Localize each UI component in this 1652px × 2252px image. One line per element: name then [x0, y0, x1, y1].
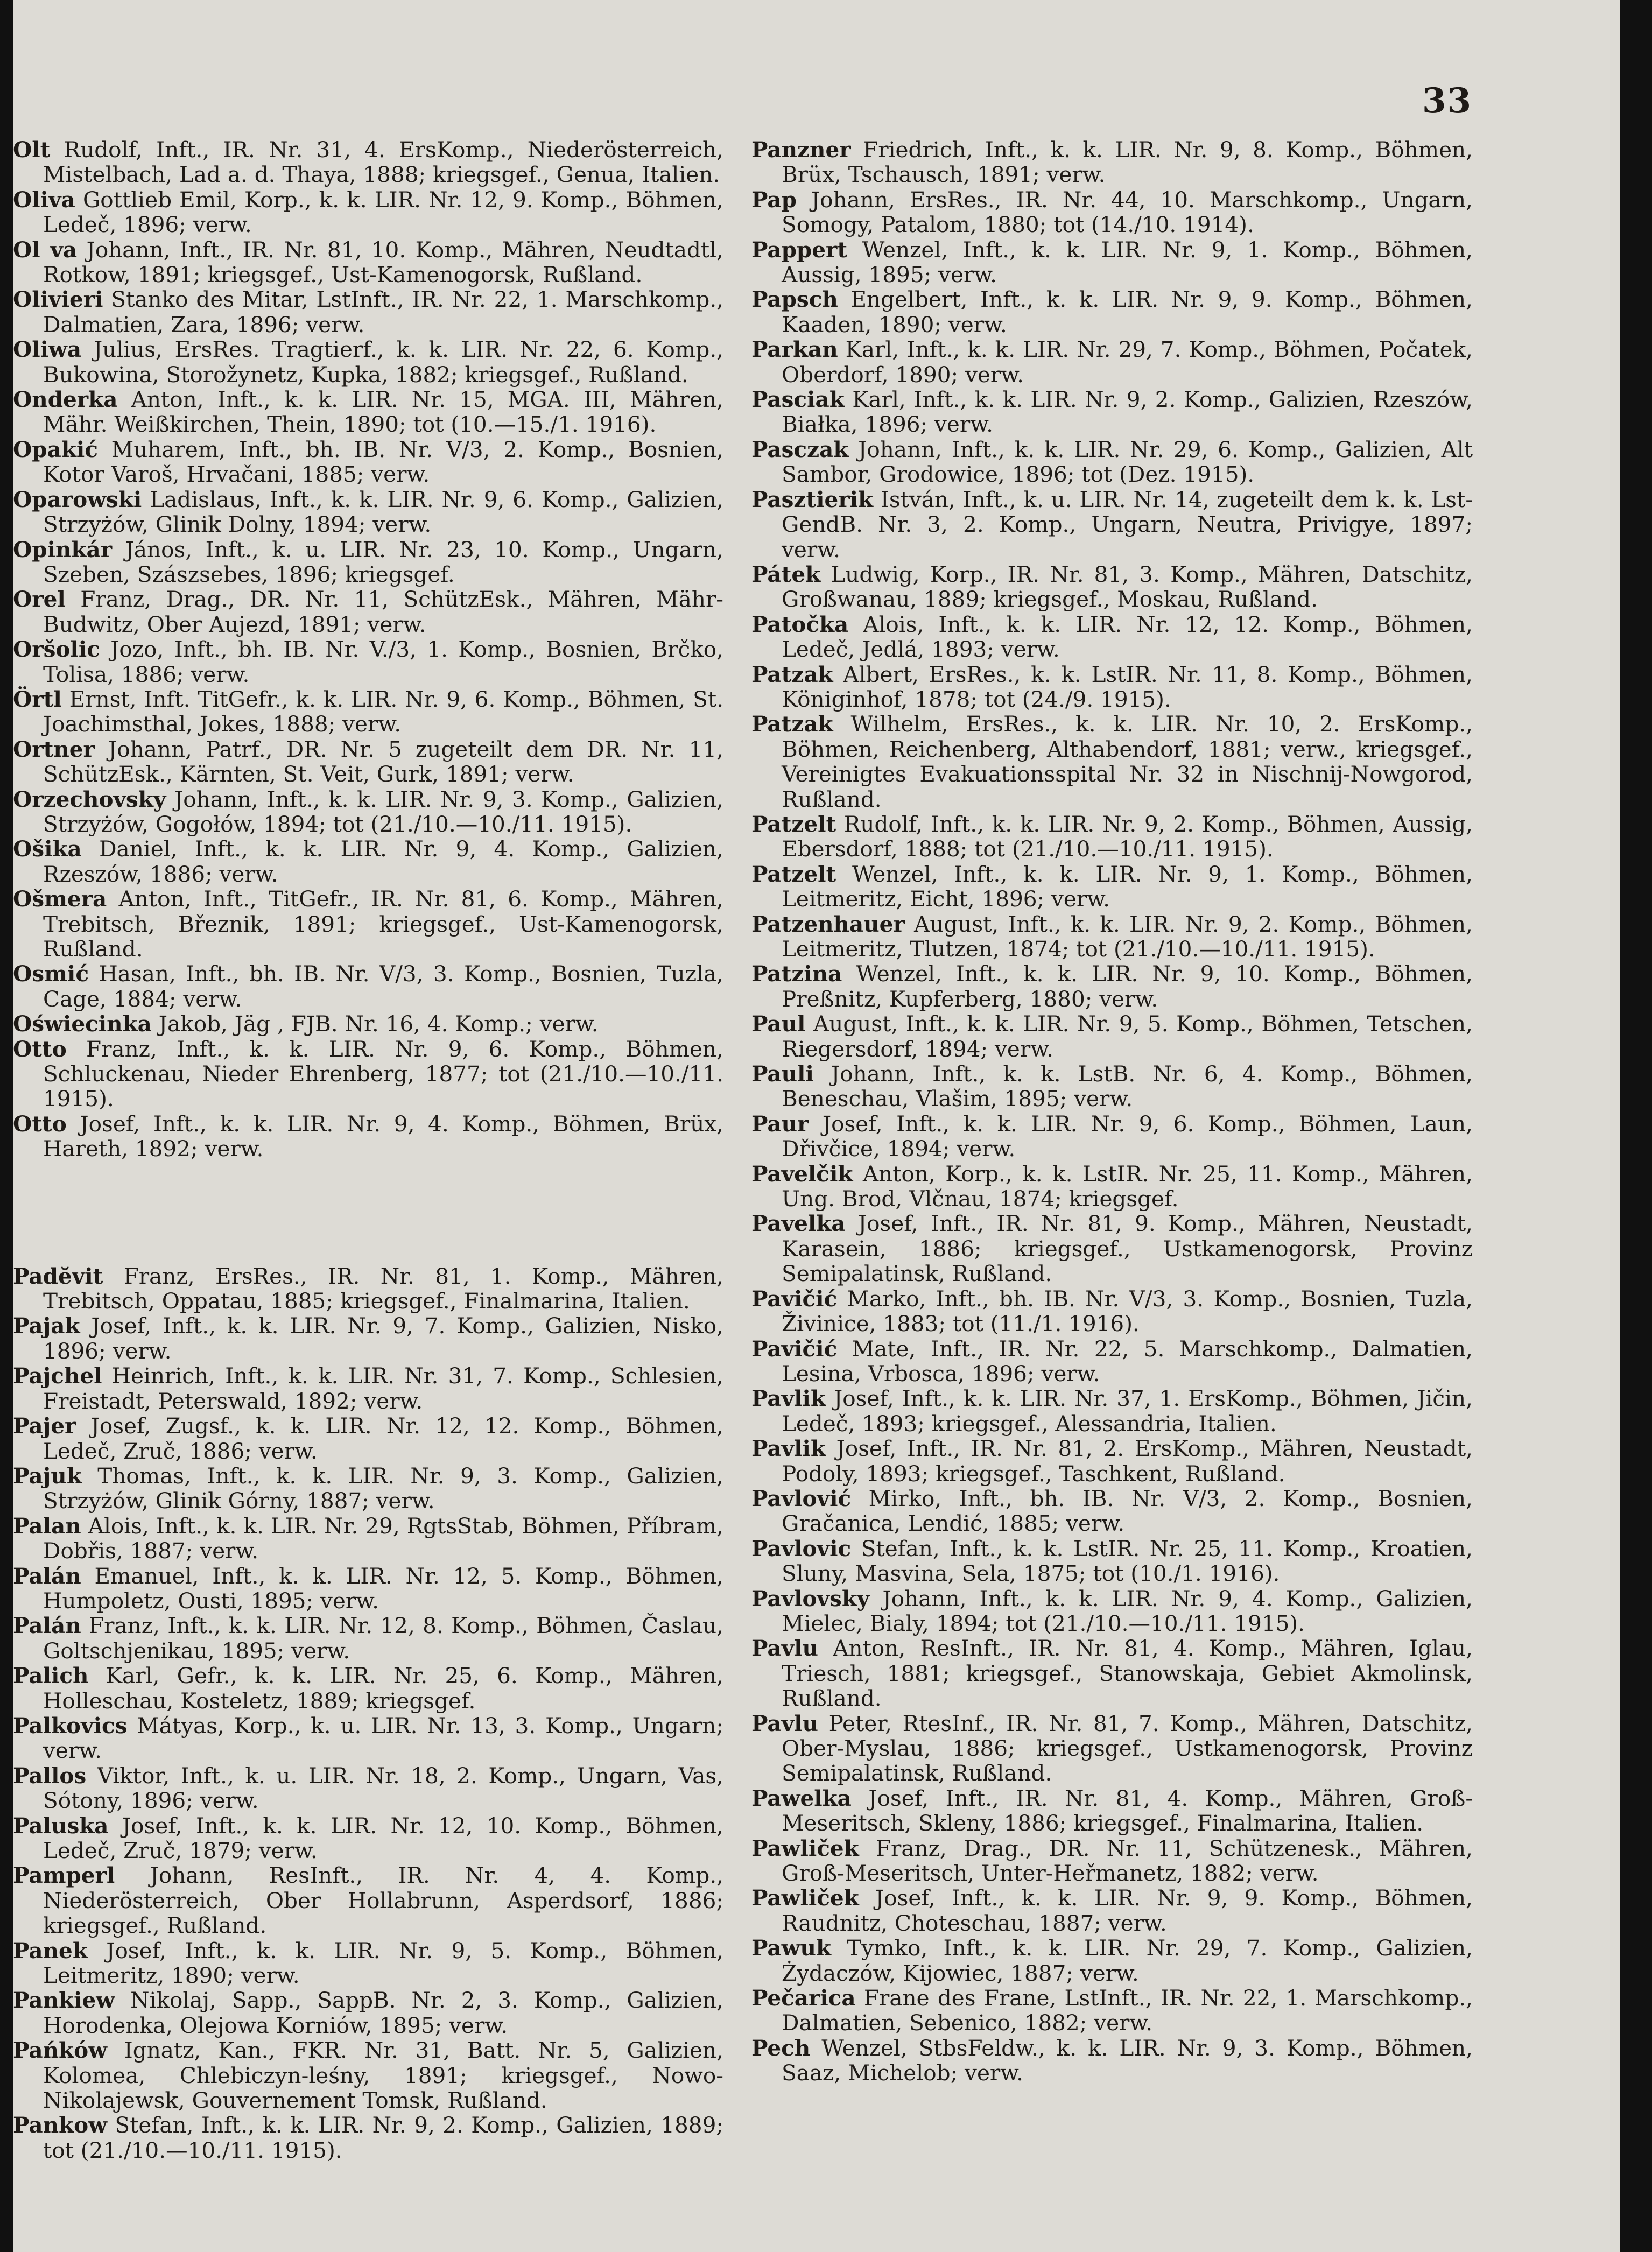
entry-surname: Pavlovic	[751, 1535, 852, 1561]
entry-details: Julius, ErsRes. Tragtierf., k. k. LIR. Nr. 22, 6. Komp., Bukowina, Storožynetz, Kupka, 1882; kriegsgef., Rußland.	[43, 336, 723, 388]
casualty-entry	[751, 1986, 1473, 2036]
entry-surname: Patzenhauer	[751, 911, 905, 937]
page-number: 33	[1422, 81, 1473, 121]
casualty-entry	[751, 1536, 1473, 1586]
entry-details: Josef, Zugsf., k. k. LIR. Nr. 12, 12. Komp., Böhmen, Ledeč, Zruč, 1886; verw.	[43, 1413, 723, 1464]
casualty-entry	[751, 712, 1473, 812]
entry-surname: Pavlović	[751, 1485, 852, 1511]
entry-details: Hasan, Inft., bh. IB. Nr. V/3, 3. Komp., Bosnien, Tuzla, Cage, 1884; verw.	[43, 961, 724, 1012]
casualty-entry	[751, 1711, 1473, 1786]
entry-surname: Pawuk	[751, 1935, 831, 1961]
entry-details: Franz, Drag., DR. Nr. 11, Schützenesk., Mähren, Groß-Meseritsch, Unter-Heřmanetz, 1882; verw.	[782, 1835, 1473, 1887]
casualty-entry	[13, 1413, 723, 1463]
entry-surname: Pavlu	[751, 1710, 818, 1736]
entry-details: Johann, Inft., k. k. LIR. Nr. 9, 4. Komp., Galizien, Mielec, Bialy, 1894; tot (21./10.—10./11. 1915).	[782, 1585, 1473, 1636]
entry-details: Stefan, Inft., k. k. LIR. Nr. 9, 2. Komp., Galizien, 1889; tot (21./10.—10./11. 1915).	[43, 2112, 723, 2163]
casualty-entry	[13, 1564, 723, 1614]
casualty-entry	[751, 812, 1473, 862]
casualty-entry	[751, 1836, 1473, 1886]
entry-surname: Palan	[13, 1512, 81, 1539]
casualty-entry	[13, 337, 723, 387]
casualty-entry	[751, 1111, 1473, 1162]
entry-surname: Palkovics	[13, 1712, 128, 1739]
entry-group	[13, 137, 723, 1162]
entry-surname: Otto	[13, 1110, 67, 1137]
casualty-entry	[13, 387, 723, 437]
casualty-entry	[751, 237, 1473, 287]
entry-details: Muharem, Inft., bh. IB. Nr. V/3, 2. Komp., Bosnien, Kotor Varoš, Hrvačani, 1885; verw.	[43, 436, 724, 488]
entry-details: Rudolf, Inft., IR. Nr. 31, 4. ErsKomp., Niederösterreich, Mistelbach, Lad a. d. Thaya, 1888; kriegsgef., Genua, Italien.	[43, 137, 723, 188]
entry-details: Anton, Inft., TitGefr., IR. Nr. 81, 6. Komp., Mähren, Trebitsch, Březnik, 1891; kriegsgef., Ust-Kamenogorsk, Rußland.	[43, 886, 723, 962]
entry-details: Albert, ErsRes., k. k. LstIR. Nr. 11, 8. Komp., Böhmen, Königinhof, 1878; tot (24./9. 1915).	[782, 661, 1473, 712]
entry-surname: Pankow	[13, 2112, 107, 2138]
entry-details: Alois, Inft., k. k. LIR. Nr. 29, RgtsStab, Böhmen, Příbram, Dobřis, 1887; verw.	[43, 1512, 724, 1564]
casualty-entry	[13, 1313, 723, 1363]
entry-surname: Pech	[751, 2035, 811, 2061]
entry-surname: Pasciak	[751, 386, 845, 413]
entry-details: August, Inft., k. k. LIR. Nr. 9, 5. Komp., Böhmen, Tetschen, Riegersdorf, 1894; verw.	[782, 1011, 1473, 1062]
casualty-entry	[751, 862, 1473, 912]
entry-details: Daniel, Inft., k. k. LIR. Nr. 9, 4. Komp., Galizien, Rzeszów, 1886; verw.	[43, 836, 724, 887]
entry-details: Anton, ResInft., IR. Nr. 81, 4. Komp., Mähren, Iglau, Triesch, 1881; kriegsgef., Stanowskaja, Gebiet Akmolinsk, Rußland.	[782, 1635, 1473, 1712]
casualty-entry	[13, 836, 723, 886]
casualty-entry	[751, 287, 1473, 337]
casualty-entry	[13, 1863, 723, 1938]
entry-surname: Pajchel	[13, 1363, 102, 1389]
entry-details: Alois, Inft., k. k. LIR. Nr. 12, 12. Komp., Böhmen, Ledeč, Jedlá, 1893; verw.	[782, 611, 1473, 663]
entry-surname: Opakić	[13, 436, 98, 462]
entry-details: Johann, Patrf., DR. Nr. 5 zugeteilt dem DR. Nr. 11, SchützEsk., Kärnten, St. Veit, Gurk, 1891; verw.	[43, 736, 723, 787]
entry-surname: Pańków	[13, 2037, 107, 2064]
entry-surname: Olivieri	[13, 286, 103, 313]
casualty-entry	[13, 1938, 723, 1988]
entry-details: Wilhelm, ErsRes., k. k. LIR. Nr. 10, 2. ErsKomp., Böhmen, Reichenberg, Althabendorf, 1881; verw., kriegsgef., Vereinigtes Evakuationsspital Nr. 32 in Nischnij-Nowgorod, Rußland.	[782, 711, 1473, 812]
casualty-entry	[13, 1463, 723, 1514]
casualty-entry	[13, 787, 723, 837]
casualty-entry	[751, 1061, 1473, 1111]
entry-details: Wenzel, Inft., k. k. LIR. Nr. 9, 1. Komp., Böhmen, Aussig, 1895; verw.	[782, 236, 1473, 288]
casualty-entry	[13, 886, 723, 961]
entry-surname: Pallos	[13, 1762, 87, 1789]
casualty-entry	[751, 1636, 1473, 1711]
entry-surname: Pap	[751, 186, 797, 213]
casualty-entry	[13, 961, 723, 1011]
entry-details: Johann, Inft., k. k. LstB. Nr. 6, 4. Komp., Böhmen, Beneschau, Vlašim, 1895; verw.	[782, 1061, 1473, 1112]
casualty-entry	[13, 687, 723, 737]
casualty-entry	[13, 1363, 723, 1413]
casualty-entry	[13, 187, 723, 237]
casualty-entry	[13, 1264, 723, 1314]
entry-details: Johann, Inft., IR. Nr. 81, 10. Komp., Mähren, Neudtadtl, Rotkow, 1891; kriegsgef., Ust-Kamenogorsk, Rußland.	[43, 236, 724, 288]
casualty-entry	[13, 537, 723, 587]
entry-group	[751, 137, 1473, 2086]
entry-details: Wenzel, Inft., k. k. LIR. Nr. 9, 1. Komp., Böhmen, Leitmeritz, Eicht, 1896; verw.	[782, 861, 1473, 912]
entry-details: Friedrich, Inft., k. k. LIR. Nr. 9, 8. Komp., Böhmen, Brüx, Tschausch, 1891; verw.	[782, 137, 1473, 188]
casualty-entry	[751, 1486, 1473, 1536]
entry-surname: Pavlu	[751, 1635, 818, 1662]
entry-details: Thomas, Inft., k. k. LIR. Nr. 9, 3. Komp., Galizien, Strzyżów, Glinik Górny, 1887; verw.	[43, 1462, 723, 1514]
casualty-entry	[13, 287, 723, 337]
entry-details: János, Inft., k. u. LIR. Nr. 23, 10. Komp., Ungarn, Szeben, Szászsebes, 1896; kriegsgef.	[43, 536, 723, 587]
casualty-entry	[751, 1885, 1473, 1936]
entry-details: Josef, Inft., k. k. LIR. Nr. 12, 10. Komp., Böhmen, Ledeč, Zruč, 1879; verw.	[43, 1812, 723, 1863]
entry-details: Wenzel, Inft., k. k. LIR. Nr. 9, 10. Komp., Böhmen, Preßnitz, Kupferberg, 1880; verw.	[782, 961, 1473, 1012]
entry-details: Karl, Inft., k. k. LIR. Nr. 9, 2. Komp., Galizien, Rzeszów, Białka, 1896; verw.	[782, 386, 1473, 438]
entry-details: Josef, Inft., k. k. LIR. Nr. 9, 6. Komp., Böhmen, Laun, Dřivčice, 1894; verw.	[782, 1110, 1473, 1162]
entry-surname: Paur	[751, 1110, 809, 1137]
entry-details: Engelbert, Inft., k. k. LIR. Nr. 9, 9. Komp., Böhmen, Kaaden, 1890; verw.	[782, 286, 1473, 337]
entry-details: Johann, ResInft., IR. Nr. 4, 4. Komp., Niederösterreich, Ober Hollabrunn, Asperdsorf, 1886; kriegsgef., Rußland.	[43, 1862, 723, 1939]
casualty-entry	[13, 737, 723, 787]
entry-surname: Olt	[13, 137, 51, 163]
entry-surname: Oršolic	[13, 636, 100, 663]
entry-details: Josef, Inft., k. k. LIR. Nr. 9, 9. Komp., Böhmen, Raudnitz, Choteschau, 1887; verw.	[782, 1885, 1473, 1936]
entry-surname: Pajer	[13, 1413, 76, 1439]
entry-details: István, Inft., k. u. LIR. Nr. 14, zugeteilt dem k. k. Lst-GendB. Nr. 3, 2. Komp., Ungarn, Neutra, Privigye, 1897; verw.	[782, 486, 1473, 562]
entry-surname: Pavlik	[751, 1385, 826, 1412]
entry-details: Anton, Korp., k. k. LstIR. Nr. 25, 11. Komp., Mähren, Ung. Brod, Vlčnau, 1874; kriegsgef.	[782, 1160, 1473, 1212]
casualty-entry	[13, 1613, 723, 1663]
entry-details: Josef, Inft., IR. Nr. 81, 9. Komp., Mähren, Neustadt, Karasein, 1886; kriegsgef., Ustkamenogorsk, Provinz Semipalatinsk, Rußland.	[782, 1211, 1473, 1287]
casualty-entry	[751, 662, 1473, 712]
casualty-entry	[751, 1011, 1473, 1061]
entry-surname: Pavelka	[751, 1211, 846, 1237]
casualty-entry	[751, 961, 1473, 1011]
entry-surname: Osmić	[13, 961, 89, 987]
entry-surname: Patzak	[751, 661, 833, 687]
entry-group	[13, 1264, 723, 2163]
entry-surname: Pavlik	[751, 1435, 826, 1462]
entry-surname: Pauli	[751, 1061, 814, 1087]
entry-details: Josef, Inft., k. k. LIR. Nr. 9, 5. Komp., Böhmen, Leitmeritz, 1890; verw.	[43, 1937, 724, 1989]
entry-surname: Palán	[13, 1613, 81, 1639]
entry-details: Mátyas, Korp., k. u. LIR. Nr. 13, 3. Komp., Ungarn; verw.	[43, 1712, 724, 1764]
entry-surname: Pajak	[13, 1313, 80, 1339]
entry-surname: Pawliček	[751, 1835, 859, 1861]
entry-surname: Pappert	[751, 236, 848, 263]
entry-surname: Patzina	[751, 961, 842, 987]
entry-details: Josef, Inft., k. k. LIR. Nr. 9, 7. Komp., Galizien, Nisko, 1896; verw.	[43, 1313, 723, 1364]
entry-surname: Paul	[751, 1011, 806, 1037]
casualty-entry	[751, 387, 1473, 437]
casualty-entry	[13, 237, 723, 287]
entry-surname: Panek	[13, 1937, 88, 1964]
entry-surname: Parkan	[751, 336, 838, 363]
entry-details: Nikolaj, Sapp., SappB. Nr. 2, 3. Komp., Galizien, Horodenka, Olejowa Korniów, 1895; verw.	[43, 1987, 724, 2038]
entry-surname: Paluska	[13, 1812, 109, 1839]
entry-surname: Panzner	[751, 137, 851, 163]
entry-surname: Pečarica	[751, 1985, 856, 2011]
entry-details: Stefan, Inft., k. k. LstIR. Nr. 25, 11. Komp., Kroatien, Sluny, Masvina, Sela, 1875; tot (10./1. 1916).	[782, 1535, 1473, 1587]
left-column	[13, 137, 723, 2163]
entry-details: Heinrich, Inft., k. k. LIR. Nr. 31, 7. Komp., Schlesien, Freistadt, Peterswald, 1892; verw.	[43, 1363, 723, 1414]
casualty-entry	[751, 1936, 1473, 1986]
casualty-entry	[13, 437, 723, 487]
entry-surname: Ošmera	[13, 886, 107, 912]
casualty-entry	[13, 487, 723, 537]
casualty-entry	[751, 1786, 1473, 1836]
entry-surname: Opinkár	[13, 536, 113, 562]
casualty-entry	[751, 912, 1473, 962]
casualty-entry	[13, 1514, 723, 1564]
entry-details: Peter, RtesInf., IR. Nr. 81, 7. Komp., Mähren, Datschitz, Ober-Myslau, 1886; kriegsgef., Ustkamenogorsk, Provinz Semipalatinsk, Rußland.	[782, 1710, 1473, 1786]
entry-surname: Patzelt	[751, 811, 836, 837]
entry-surname: Oliva	[13, 186, 75, 213]
casualty-entry	[13, 637, 723, 687]
casualty-entry	[751, 187, 1473, 237]
entry-details: Josef, Inft., k. k. LIR. Nr. 37, 1. ErsKomp., Böhmen, Jičin, Ledeč, 1893; kriegsgef., Alessandria, Italien.	[782, 1385, 1473, 1437]
casualty-entry	[751, 1586, 1473, 1636]
casualty-entry	[13, 1763, 723, 1813]
casualty-entry	[751, 437, 1473, 487]
entry-surname: Ortner	[13, 736, 95, 762]
entry-details: Josef, Inft., k. k. LIR. Nr. 9, 4. Komp., Böhmen, Brüx, Hareth, 1892; verw.	[43, 1110, 723, 1162]
entry-details: Franz, Inft., k. k. LIR. Nr. 12, 8. Komp., Böhmen, Časlau, Goltschjenikau, 1895; verw.	[43, 1613, 724, 1664]
entry-details: Josef, Inft., IR. Nr. 81, 2. ErsKomp., Mähren, Neustadt, Podoly, 1893; kriegsgef., Taschkent, Rußland.	[782, 1435, 1473, 1487]
casualty-entry	[13, 1037, 723, 1111]
entry-surname: Orzechovsky	[13, 786, 166, 812]
entry-surname: Pavelčik	[751, 1160, 853, 1187]
entry-surname: Palán	[13, 1563, 81, 1589]
casualty-entry	[751, 612, 1473, 662]
entry-details: Johann, Inft., k. k. LIR. Nr. 29, 6. Komp., Galizien, Alt Sambor, Grodowice, 1896; tot (Dez. 1915).	[782, 436, 1473, 488]
entry-details: Jozo, Inft., bh. IB. Nr. V./3, 1. Komp., Bosnien, Brčko, Tolisa, 1886; verw.	[43, 636, 724, 687]
entry-surname: Patočka	[751, 611, 849, 637]
casualty-entry	[751, 1211, 1473, 1286]
casualty-entry	[13, 137, 723, 187]
casualty-entry	[13, 587, 723, 637]
entry-surname: Pankiew	[13, 1987, 115, 2014]
entry-details: Rudolf, Inft., k. k. LIR. Nr. 9, 2. Komp., Böhmen, Aussig, Ebersdorf, 1888; tot (21./10.—10./11. 1915).	[782, 811, 1473, 862]
entry-details: Jakob, Jäg , FJB. Nr. 16, 4. Komp.; verw.	[158, 1011, 599, 1037]
entry-surname: Patzak	[751, 711, 833, 737]
casualty-entry	[751, 137, 1473, 187]
entry-details: Viktor, Inft., k. u. LIR. Nr. 18, 2. Komp., Ungarn, Vas, Sótony, 1896; verw.	[43, 1762, 724, 1814]
entry-details: Mirko, Inft., bh. IB. Nr. V/3, 2. Komp., Bosnien, Gračanica, Lendić, 1885; verw.	[782, 1485, 1473, 1537]
entry-surname: Palich	[13, 1663, 89, 1689]
casualty-entry	[751, 1162, 1473, 1212]
casualty-entry	[13, 1663, 723, 1713]
entry-details: Wenzel, StbsFeldw., k. k. LIR. Nr. 9, 3. Komp., Böhmen, Saaz, Michelob; verw.	[782, 2035, 1473, 2086]
entry-details: Ignatz, Kan., FKR. Nr. 31, Batt. Nr. 5, Galizien, Kolomea, Chlebiczyn-leśny, 1891; kriegsgef., Nowo-Nikolajewsk, Gouvernement Tomsk, Rußland.	[43, 2037, 723, 2114]
casualty-entry	[13, 1813, 723, 1863]
casualty-entry	[751, 2036, 1473, 2086]
entry-details: Franz, ErsRes., IR. Nr. 81, 1. Komp., Mähren, Trebitsch, Oppatau, 1885; kriegsgef., Finalmarina, Italien.	[43, 1263, 723, 1314]
entry-details: Gottlieb Emil, Korp., k. k. LIR. Nr. 12, 9. Komp., Böhmen, Ledeč, 1896; verw.	[43, 186, 723, 238]
entry-surname: Ol va	[13, 236, 78, 263]
entry-details: August, Inft., k. k. LIR. Nr. 9, 2. Komp., Böhmen, Leitmeritz, Tlutzen, 1874; tot (21./10.—10./11. 1915).	[782, 911, 1473, 962]
casualty-entry	[751, 487, 1473, 562]
entry-surname: Padĕvit	[13, 1263, 103, 1289]
entry-details: Tymko, Inft., k. k. LIR. Nr. 29, 7. Komp., Galizien, Żydaczów, Kijowiec, 1887; verw.	[782, 1935, 1473, 1986]
entry-surname: Patzelt	[751, 861, 836, 887]
casualty-entry	[13, 1011, 723, 1036]
entry-details: Johann, Inft., k. k. LIR. Nr. 9, 3. Komp., Galizien, Strzyżów, Gogołów, 1894; tot (21./10.—10./11. 1915).	[43, 786, 723, 837]
casualty-entry	[751, 1436, 1473, 1486]
entry-details: Stanko des Mitar, LstInft., IR. Nr. 22, 1. Marschkomp., Dalmatien, Zara, 1896; verw.	[43, 286, 723, 337]
entry-surname: Papsch	[751, 286, 838, 313]
entry-details: Emanuel, Inft., k. k. LIR. Nr. 12, 5. Komp., Böhmen, Humpoletz, Ousti, 1895; verw.	[43, 1563, 723, 1614]
entry-surname: Otto	[13, 1036, 67, 1062]
casualty-entry	[13, 1111, 723, 1162]
entry-surname: Pavlovsky	[751, 1585, 870, 1611]
entry-surname: Pasztierik	[751, 486, 874, 512]
entry-details: Ladislaus, Inft., k. k. LIR. Nr. 9, 6. Komp., Galizien, Strzyżów, Glinik Dolny, 1894; verw.	[43, 486, 723, 538]
entry-details: Franz, Drag., DR. Nr. 11, SchützEsk., Mähren, Mähr-Budwitz, Ober Aujezd, 1891; verw.	[43, 586, 723, 637]
entry-surname: Oliwa	[13, 336, 82, 363]
entry-surname: Pátek	[751, 561, 821, 587]
right-column	[751, 137, 1473, 2086]
entry-details: Marko, Inft., bh. IB. Nr. V/3, 3. Komp., Bosnien, Tuzla, Živinice, 1883; tot (11./1. 1916).	[782, 1285, 1473, 1337]
casualty-entry	[13, 2113, 723, 2163]
entry-surname: Oświecinka	[13, 1011, 152, 1037]
entry-surname: Pawelka	[751, 1785, 852, 1811]
casualty-entry	[751, 1386, 1473, 1436]
entry-details: Ludwig, Korp., IR. Nr. 81, 3. Komp., Mähren, Datschitz, Großwanau, 1889; kriegsgef., Moskau, Rußland.	[782, 561, 1473, 613]
register-page	[13, 0, 1620, 2252]
entry-surname: Ošika	[13, 836, 82, 862]
casualty-entry	[13, 1713, 723, 1763]
entry-surname: Onderka	[13, 386, 118, 413]
entry-details: Anton, Inft., k. k. LIR. Nr. 15, MGA. III, Mähren, Mähr. Weißkirchen, Thein, 1890; tot (10.—15./1. 1916).	[43, 386, 723, 438]
entry-details: Mate, Inft., IR. Nr. 22, 5. Marschkomp., Dalmatien, Lesina, Vrbosca, 1896; verw.	[782, 1335, 1473, 1387]
casualty-entry	[13, 2038, 723, 2113]
entry-details: Johann, ErsRes., IR. Nr. 44, 10. Marschkomp., Ungarn, Somogy, Patalom, 1880; tot (14./10. 1914).	[782, 186, 1473, 238]
entry-surname: Orel	[13, 586, 66, 613]
casualty-entry	[751, 1336, 1473, 1387]
entry-surname: Pavičić	[751, 1335, 838, 1362]
casualty-entry	[751, 337, 1473, 387]
entry-details: Franz, Inft., k. k. LIR. Nr. 9, 6. Komp., Böhmen, Schluckenau, Nieder Ehrenberg, 1877; tot (21./10.—10./11. 1915).	[43, 1036, 723, 1112]
entry-surname: Pasczak	[751, 436, 849, 462]
entry-surname: Pawliček	[751, 1885, 859, 1911]
casualty-entry	[13, 1988, 723, 2038]
casualty-entry	[751, 1286, 1473, 1336]
entry-details: Karl, Gefr., k. k. LIR. Nr. 25, 6. Komp., Mähren, Holleschau, Kosteletz, 1889; kriegsgef.	[43, 1663, 724, 1714]
entry-details: Josef, Inft., IR. Nr. 81, 4. Komp., Mähren, Groß-Meseritsch, Skleny, 1886; kriegsgef., Finalmarina, Italien.	[782, 1785, 1473, 1836]
entry-surname: Pamperl	[13, 1862, 115, 1889]
entry-surname: Örtl	[13, 686, 62, 712]
entry-surname: Oparowski	[13, 486, 142, 512]
entry-details: Frane des Frane, LstInft., IR. Nr. 22, 1. Marschkomp., Dalmatien, Sebenico, 1882; verw.	[782, 1985, 1473, 2036]
entry-details: Karl, Inft., k. k. LIR. Nr. 29, 7. Komp., Böhmen, Počatek, Oberdorf, 1890; verw.	[782, 336, 1473, 388]
casualty-entry	[751, 562, 1473, 612]
entry-surname: Pajuk	[13, 1462, 82, 1489]
entry-details: Ernst, Inft. TitGefr., k. k. LIR. Nr. 9, 6. Komp., Böhmen, St. Joachimsthal, Jokes, 1888; verw.	[43, 686, 723, 737]
entry-surname: Pavičić	[751, 1285, 838, 1312]
